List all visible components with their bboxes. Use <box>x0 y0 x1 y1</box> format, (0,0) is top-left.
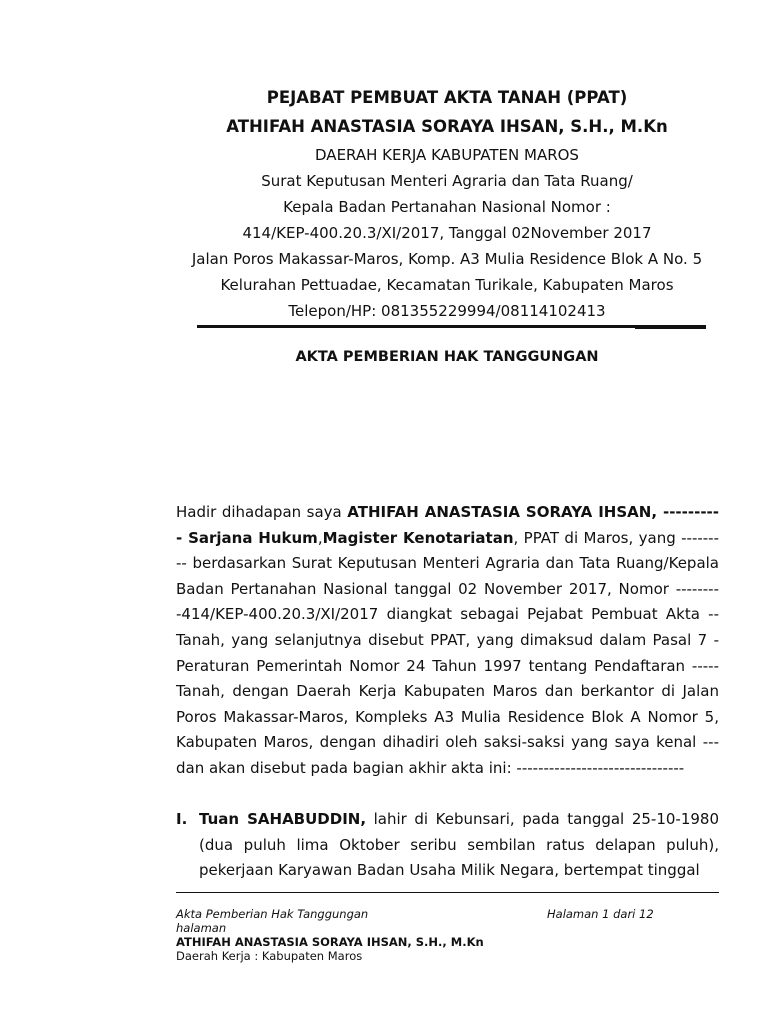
address-line-1: Jalan Poros Makassar-Maros, Komp. A3 Mulia Residence Blok A No. 5 <box>191 250 703 268</box>
party-item-1 <box>176 807 719 884</box>
phone-line: Telepon/HP: 081355229994/08114102413 <box>288 302 606 320</box>
party-details: lahir di Kebunsari, pada tanggal 25-10-1980 (dua puluh lima Oktober seribu sembilan ratus delapan puluh), pekerjaan Karyawan Badan Usaha Milik Negara, bertempat tinggal <box>199 810 719 880</box>
footer-doc-name: Akta Pemberian Hak Tanggungan <box>176 907 369 921</box>
page-footer <box>176 907 719 963</box>
office-title: PEJABAT PEMBUAT AKTA TANAH (PPAT) <box>266 88 628 107</box>
intro-degree: Magister Kenotariatan <box>322 528 514 547</box>
header-divider <box>197 325 706 328</box>
intro-paragraph <box>176 500 719 782</box>
intro-rest: , PPAT di Maros, yang --------- berdasarkan Surat Keputusan Menteri Agraria dan Tata Ruang/Kepala Badan Pertanahan Nasional tanggal 02 November 2017, Nomor ---------414/KEP-400.20.3/XI/2017 diangkat sebagai Pejabat Pembuat Akta -- Tanah, yang selanjutnya disebut PPAT, yang dimaksud dalam Pasal 7 -Peraturan Pemerintah Nomor 24 Tahun 1997 tentang Pendaftaran ----- Tanah, dengan Daerah Kerja Kabupaten Maros dan berkantor di Jalan Poros Makassar-Maros, Kompleks A3 Mulia Residence Blok A Nomor 5, Kabupaten Maros, dengan dihadiri oleh saksi-saksi yang saya kenal ---dan akan disebut pada bagian akhir akta ini: ------------------------------- <box>176 528 720 777</box>
official-name: ATHIFAH ANASTASIA SORAYA IHSAN, S.H., M.Kn <box>226 117 668 136</box>
intro-comma: , <box>317 528 323 547</box>
decree-line-2: Kepala Badan Pertanahan Nasional Nomor : <box>283 198 611 216</box>
footer-work-area: Daerah Kerja : Kabupaten Maros <box>176 949 363 963</box>
party-number: I. <box>176 810 188 828</box>
footer-page-info: Halaman 1 dari 12 <box>547 907 654 921</box>
decree-line-1: Surat Keputusan Menteri Agraria dan Tata Ruang/ <box>261 172 633 190</box>
letterhead <box>0 84 768 324</box>
document-title: AKTA PEMBERIAN HAK TANGGUNGAN <box>295 349 599 365</box>
footer-page-word: halaman <box>176 921 227 935</box>
decree-line-3: 414/KEP-400.20.3/XI/2017, Tanggal 02November 2017 <box>242 224 652 242</box>
intro-lead: Hadir dihadapan saya <box>176 503 348 521</box>
header-divider-thin <box>635 328 706 329</box>
intro-official-name: ATHIFAH ANASTASIA SORAYA IHSAN, ---------- Sarjana Hukum <box>176 503 720 547</box>
party-name: Tuan SAHABUDDIN, <box>199 810 367 828</box>
work-area: DAERAH KERJA KABUPATEN MAROS <box>315 146 579 164</box>
address-line-2: Kelurahan Pettuadae, Kecamatan Turikale, Kabupaten Maros <box>220 276 674 294</box>
footer-official-name: ATHIFAH ANASTASIA SORAYA IHSAN, S.H., M.Kn <box>176 935 484 949</box>
footer-divider <box>176 892 719 893</box>
